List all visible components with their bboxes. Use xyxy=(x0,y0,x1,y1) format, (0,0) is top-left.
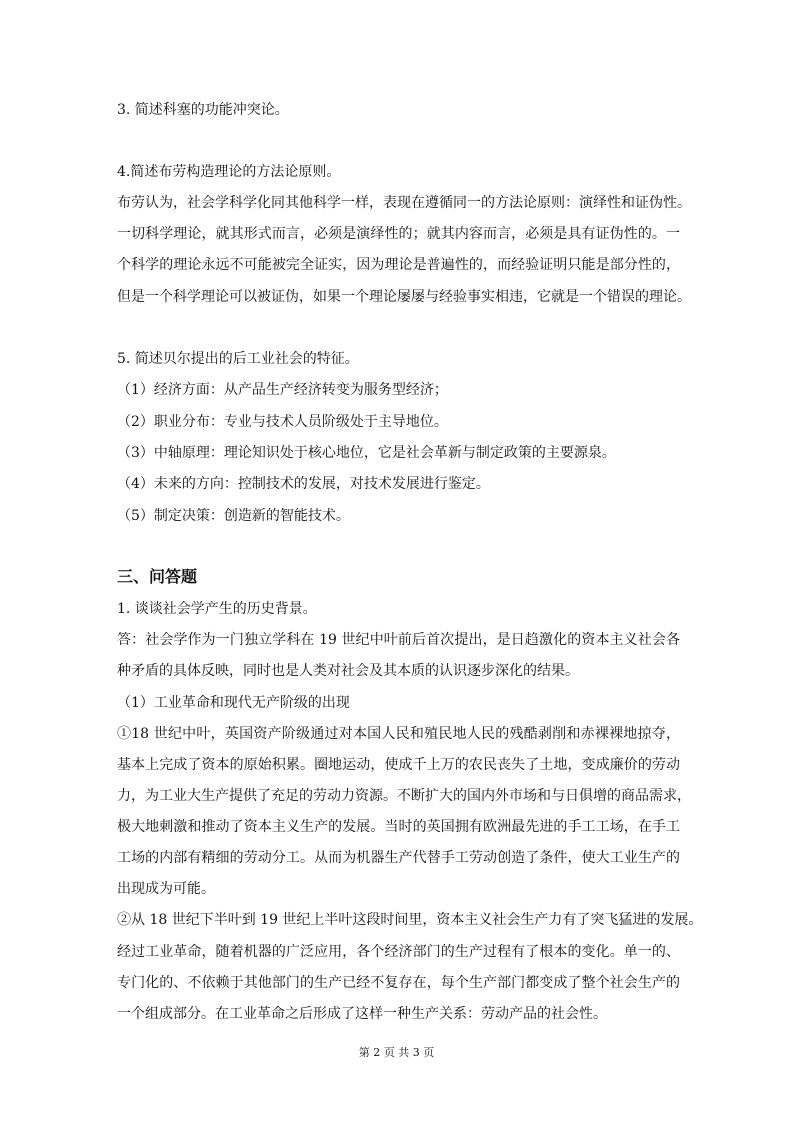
question-1-title: 1. 谈谈社会学产生的历史背景。 xyxy=(117,601,317,617)
answer-line: 工场的内部有精细的劳动分工。从而为机器生产代替手工劳动创造了条件，使大工业生产的 xyxy=(117,850,680,866)
answer-line: （1）工业革命和现代无产阶级的出现 xyxy=(117,695,350,711)
answer-line: 基本上完成了资本的原始积累。圈地运动，使成千上万的农民丧失了土地，变成廉价的劳动 xyxy=(117,757,680,773)
list-item: （3）中轴原理：理论知识处于核心地位，它是社会革新与制定政策的主要源泉。 xyxy=(117,445,616,461)
answer-line: 出现成为可能。 xyxy=(117,881,215,897)
answer-line: 经过工业革命，随着机器的广泛应用，各个经济部门的生产过程有了根本的变化。单一的、 xyxy=(117,944,680,960)
question-3-title: 3. 简述科塞的功能冲突论。 xyxy=(117,102,289,118)
answer-line: 种矛盾的具体反映，同时也是人类对社会及其本质的认识逐步深化的结果。 xyxy=(117,663,579,679)
answer-line: 一个组成部分。在工业革命之后形成了这样一种生产关系：劳动产品的社会性。 xyxy=(117,1006,607,1022)
list-item: （2）职业分布：专业与技术人员阶级处于主导地位。 xyxy=(117,414,448,430)
answer-line: 个科学的理论永远不可能被完全证实，因为理论是普遍性的，而经验证明只能是部分性的， xyxy=(117,257,680,273)
list-item: （1）经济方面：从产品生产经济转变为服务型经济； xyxy=(117,382,448,398)
answer-line: ①18 世纪中叶，英国资产阶级通过对本国人民和殖民地人民的残酷剥削和赤裸裸地掠夺， xyxy=(117,726,680,742)
answer-line: 答：社会学作为一门独立学科在 19 世纪中叶前后首次提出，是日趋激化的资本主义社会各 xyxy=(117,632,680,648)
answer-line: 极大地刺激和推动了资本主义生产的发展。当时的英国拥有欧洲最先进的手工工场，在手工 xyxy=(117,819,680,835)
answer-line: 专门化的、不依赖于其他部门的生产已经不复存在，每个生产部门都变成了整个社会生产的 xyxy=(117,975,680,991)
question-4-title: 4.简述布劳构造理论的方法论原则。 xyxy=(117,164,341,180)
answer-line: 一切科学理论，就其形式而言，必须是演绎性的；就其内容而言，必须是具有证伪性的。一 xyxy=(117,226,680,242)
page-number-footer: 第 2 页 共 3 页 xyxy=(358,1046,435,1059)
answer-line: 但是一个科学理论可以被证伪，如果一个理论屡屡与经验事实相违，它就是一个错误的理论。 xyxy=(117,289,691,305)
answer-line: 力，为工业大生产提供了充足的劳动力资源。不断扩大的国内外市场和与日俱增的商品需求， xyxy=(117,788,691,804)
section-heading: 三、问答题 xyxy=(117,567,198,586)
list-item: （4）未来的方向：控制技术的发展，对技术发展进行鉴定。 xyxy=(117,476,490,492)
answer-line: 布劳认为，社会学科学化同其他科学一样，表现在遵循同一的方法论原则：演绎性和证伪性。 xyxy=(117,195,691,211)
list-item: （5）制定决策：创造新的智能技术。 xyxy=(117,508,350,524)
answer-line: ②从 18 世纪下半叶到 19 世纪上半叶这段时间里，资本主义社会生产力有了突飞猛进的发展。 xyxy=(117,912,703,928)
question-5-title: 5. 简述贝尔提出的后工业社会的特征。 xyxy=(117,351,359,367)
